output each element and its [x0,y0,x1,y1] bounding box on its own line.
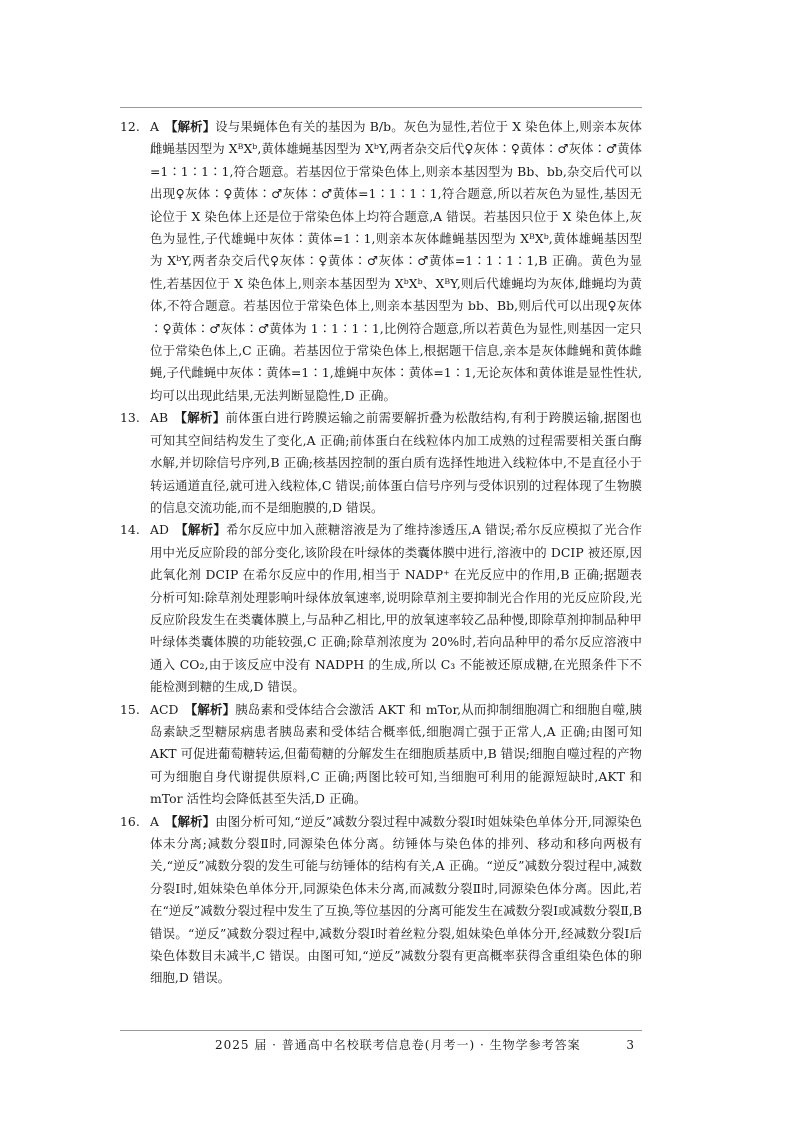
item-answer: A [150,119,159,134]
answer-content [120,116,642,990]
analysis-tag: 【解析】 [174,410,226,426]
answer-item-14 [120,519,642,698]
item-number: 16. [120,813,140,829]
item-number: 15. [120,701,140,717]
item-answer: AD [150,522,169,538]
item-answer: AB [150,410,169,426]
item-explanation: 前体蛋白进行跨膜运输之前需要解折叠为松散结构,有利于跨膜运输,据图也可知其空间结构发生了变化,A 正确;前体蛋白在线粒体内加工成熟的过程需要相关蛋白酶水解,并切除信号序列,B 正确;核基因控制的蛋白质有选择性地进入线粒体中,不是直径小于转运通道直径,就可进入线粒体,C 错误;前体蛋白信号序列与受体识别的过程体现了生物膜的信息交流功能,而不是细胞膜的,D 错误。 [150,410,642,515]
footer-rule [120,1030,642,1031]
footer-title: 2025 届 · 普通高中名校联考信息卷(月考一) · 生物学参考答案 [215,1038,581,1052]
item-explanation: 设与果蝇体色有关的基因为 B/b。灰色为显性,若位于 X 染色体上,则亲本灰体雌蝇基因型为 XᴮXᵇ,黄体雄蝇基因型为 XᵇY,两者杂交后代♀灰体∶♀黄体∶♂灰体∶♂黄体=1∶1∶1∶1,符合题意。若基因位于常染色体上,则亲本基因型为 Bb、bb,杂交后代可以出现♀灰体∶♀黄体∶♂灰体∶♂黄体=1∶1∶1∶1,符合题意,所以若灰色为显性,基因无论位于 X 染色体上还是位于常染色体上均符合题意,A 错误。若基因只位于 X 染色体上,灰色为显性,子代雄蝇中灰体∶黄体=1∶1,则亲本灰体雌蝇基因型为 XᴮXᵇ,黄体雄蝇基因型为 XᵇY,两者杂交后代♀灰体∶♀黄体∶♂灰体∶♂黄体=1∶1∶1∶1,B 正确。黄色为显性,若基因位于 X 染色体上,则亲本基因型为 XᵇXᵇ、XᴮY,则后代雄蝇均为灰体,雌蝇均为黄体,不符合题意。若基因位于常染色体上,则亲本基因型为 bb、Bb,则后代可以出现♀灰体∶♀黄体∶♂灰体∶♂黄体为 1∶1∶1∶1,比例符合题意,所以若黄色为显性,则基因一定只位于常染色体上,C 正确。若基因位于常染色体上,根据题干信息,亲本是灰体雌蝇和黄体雌蝇,子代雌蝇中灰体∶黄体=1∶1,雄蝇中灰体∶黄体=1∶1,无论灰体和黄体谁是显性性状,均可以出现此结果,无法判断显隐性,D 正确。 [150,119,642,403]
analysis-tag: 【解析】 [165,119,216,134]
answer-item-13 [120,407,642,519]
page-number: 3 [626,1038,634,1052]
item-explanation: 希尔反应中加入蔗糖溶液是为了维持渗透压,A 错误;希尔反应模拟了光合作用中光反应阶段的部分变化,该阶段在叶绿体的类囊体膜中进行,溶液中的 DCIP 被还原,因此氧化剂 DCIP 在希尔反应中的作用,相当于 NADP⁺ 在光反应中的作用,B 正确;据题表分析可知:除草剂处理影响叶绿体放氧速率,说明除草剂主要抑制光合作用的光反应阶段,光反应阶段发生在类囊体膜上,与品种乙相比,甲的放氧速率较乙品种慢,即除草剂抑制品种甲叶绿体类囊体膜的功能较强,C 正确;除草剂浓度为 20%时,若向品种甲的希尔反应溶液中通入 CO₂,由于该反应中没有 NADPH 的生成,所以 C₃ 不能被还原成糖,在光照条件下不能检测到糖的生成,D 错误。 [150,522,643,695]
item-number: 13. [120,410,140,426]
item-answer: ACD [150,701,179,717]
item-number: 12. [120,119,140,134]
answer-item-15 [120,699,642,811]
answer-item-12 [120,116,642,407]
item-answer: A [150,813,159,829]
item-number: 14. [120,522,140,538]
item-explanation: 由图分析可知,“逆反”减数分裂过程中减数分裂Ⅰ时姐妹染色单体分开,同源染色体未分离;减数分裂Ⅱ时,同源染色体分离。纺锤体与染色体的排列、移动和移向两极有关,“逆反”减数分裂的发生可能与纺锤体的结构有关,A 正确。“逆反”减数分裂过程中,减数分裂Ⅰ时,姐妹染色单体分开,同源染色体未分离,而减数分裂Ⅱ时,同源染色体分离。因此,若在“逆反”减数分裂过程中发生了互换,等位基因的分离可能发生在减数分裂Ⅰ或减数分裂Ⅱ,B 错误。“逆反”减数分裂过程中,减数分裂Ⅰ时着丝粒分裂,姐妹染色单体分开,经减数分裂Ⅰ后染色体数目未减半,C 错误。由图可知,“逆反”减数分裂有更高概率获得含重组染色体的卵细胞,D 错误。 [150,813,643,986]
answer-item-16 [120,811,642,990]
header-rule [120,107,642,108]
analysis-tag: 【解析】 [174,522,227,538]
page-footer [120,1036,642,1054]
analysis-tag: 【解析】 [184,701,236,717]
item-explanation: 胰岛素和受体结合会激活 AKT 和 mTor,从而抑制细胞凋亡和细胞自噬,胰岛素缺乏型糖尿病患者胰岛素和受体结合概率低,细胞凋亡强于正常人,A 正确;由图可知 AKT 可促进葡萄糖转运,但葡萄糖的分解发生在细胞质基质中,B 错误;细胞自噬过程的产物可为细胞自身代谢提供原料,C 正确;两图比较可知,当细胞可利用的能源短缺时,AKT 和 mTor 活性均会降低甚至失活,D 正确。 [150,701,642,807]
analysis-tag: 【解析】 [165,813,216,829]
